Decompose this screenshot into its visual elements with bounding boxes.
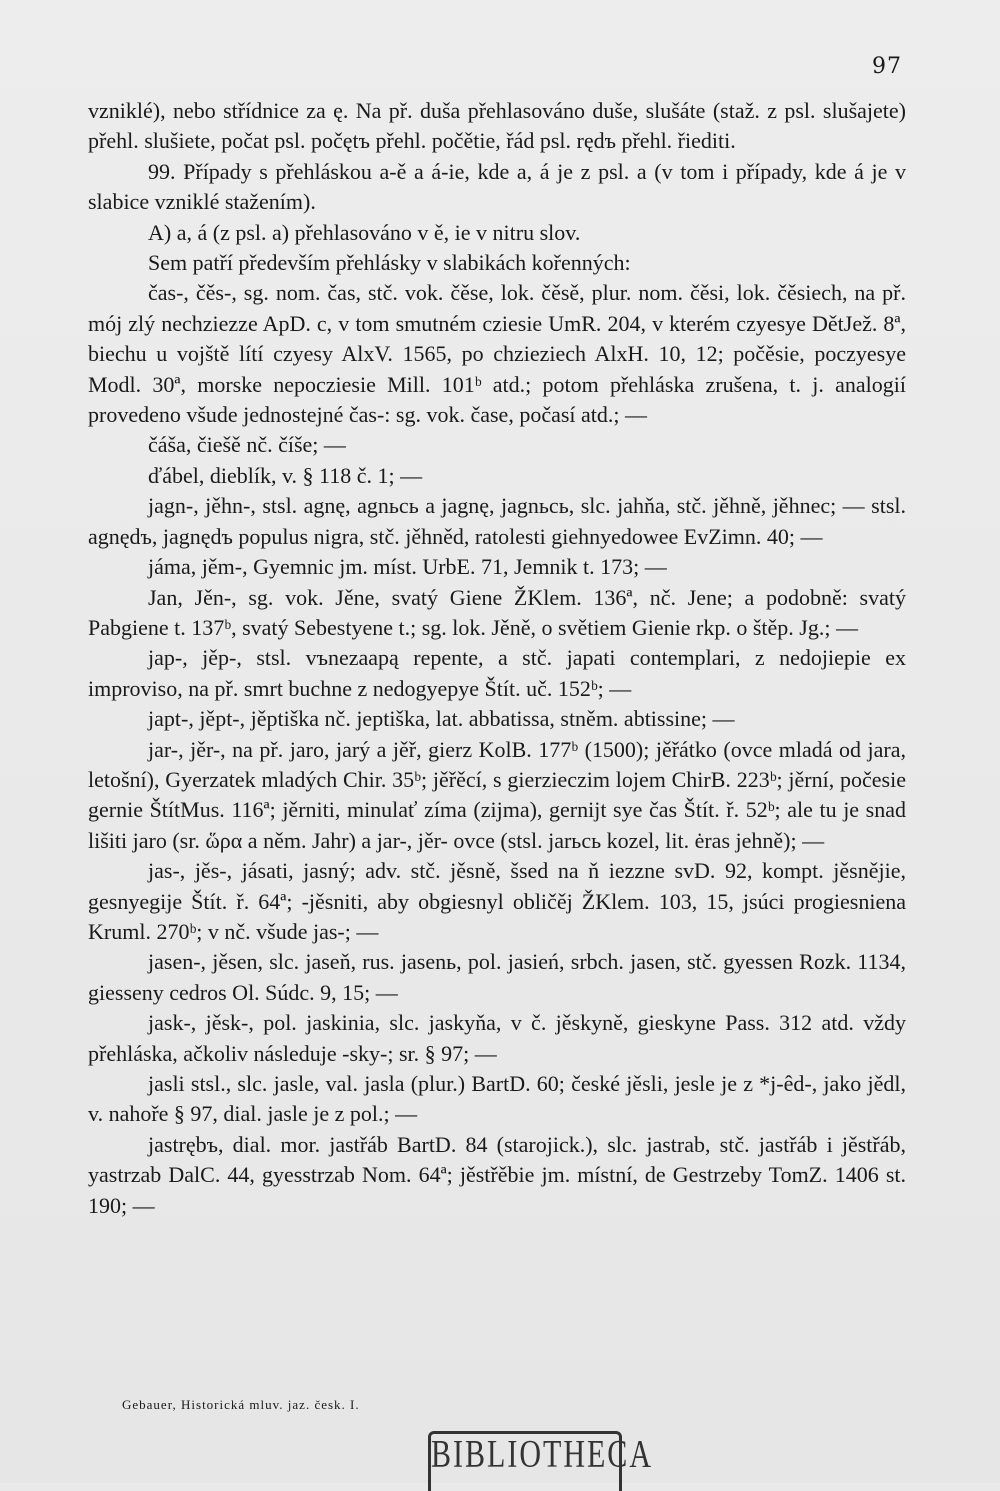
library-stamp [428,1431,653,1491]
paragraph: vzniklé), nebo střídnice za ę. Na př. duša přehlasováno duše, slušáte (staž. z psl. slušajete) přehl. slušiete, počat psl. počętъ přehl. počětie, řád psl. rędъ přehl. řiediti. [88,98,906,154]
entry-paragraph: jask-, jěsk-, pol. jaskinia, slc. jaskyňa, v č. jěskyně, gieskyne Pass. 312 atd. vždy přehláska, ačkoliv následuje -sky-; sr. § 97; — [88,1010,906,1066]
entry-paragraph: ďábel, dieblík, v. § 118 č. 1; — [148,462,423,488]
entry-paragraph: čas-, čěs-, sg. nom. čas, stč. vok. čěse, lok. čěsě, plur. nom. čěsi, lok. čěsiech, na př. mój zlý nechziezze ApD. c, v tom smutném cziesie UmR. 204, v kterém czyesye DětJež. 8ª, biechu u vojště lítí czyesy AlxV. 1565, po chzieziech AlxH. 10, 12; počěsie, poczyesye Modl. 30ª, morske nepocziesie Mill. 101ᵇ atd.; potom přehláska zrušena, t. j. analogií provedeno všude jednostejné čas-: sg. vok. čase, počasí atd.; — [88,280,906,428]
page-number: 97 [872,54,902,79]
entry-paragraph: jar-, jěr-, na př. jaro, jarý a jěř, gierz KolB. 177ᵇ (1500); jěřátko (ovce mladá od jara, letošní), Gyerzatek mladých Chir. 35ᵇ; jěřěcí, s gierzieczim lojem ChirB. 223ᵇ; jěrní, počesie gernie ŠtítMus. 116ª; jěrniti, minulať zíma (zijma), gernijt sye čas Štít. ř. 52ᵇ; ale tu je snad lišiti jaro (sr. ὥρα a něm. Jahr) a jar-, jěr- ovce (stsl. jarьcь kozel, lit. ėras jehně); — [88,736,906,853]
stamp-text: BIBLIOTHECA [431,1432,653,1476]
entry-paragraph: jasen-, jěsen, slc. jaseň, rus. jasenь, pol. jasień, srbch. jasen, stč. gyessen Rozk. 1134, giesseny cedros Ol. Súdc. 9, 15; — [88,949,906,1005]
entry-paragraph: jagn-, jěhn-, stsl. agnę, agnьcь a jagnę, jagnьcь, slc. jahňa, stč. jěhně, jěhnec; — stsl. agnędъ, jagnędъ populus nigra, stč. jěhněd, ratolesti giehnyedowee EvZimn. 40; — [88,493,906,549]
entry-paragraph: jasli stsl., slc. jasle, val. jasla (plur.) BartD. 60; české jěsli, jesle je z *j-êd-, jako jědl, v. nahoře § 97, dial. jasle je z pol.; — [88,1071,906,1127]
entry-paragraph: čáša, čiešě nč. číše; — [148,432,346,458]
entry-paragraph: jastrębъ, dial. mor. jastřáb BartD. 84 (starojick.), slc. jastrab, stč. jastřáb i jěstřáb, yastrzab DalC. 44, gyesstrzab Nom. 64ª; jěstřěbie jm. místní, de Gestrzeby TomZ. 1406 st. 190; — [88,1131,906,1218]
section-heading-paragraph: 99. Případy s přehláskou a-ě a á-ie, kde a, á je z psl. a (v tom i případy, kde á je v slabice vzniklé stažením). [88,158,906,215]
entry-paragraph: jas-, jěs-, jásati, jasný; adv. stč. jěsně, šsed na ň iezzne svD. 92, kompt. jěsnějie, gesnyegije Štít. ř. 64ª; -jěsniti, aby obgiesnyl obličěj ŽKlem. 103, 15, jsúci progiesniena Kruml. 270ᵇ; v nč. všude jas-; — [88,858,906,944]
footer-signature: Gebauer, Historická mluv. jaz. česk. I. [122,1397,360,1412]
entry-paragraph: jáma, jěm-, Gyemnic jm. míst. UrbE. 71, Jemnik t. 173; — [148,554,667,580]
body-text [88,96,906,1221]
subsection-heading: A) a, á (z psl. a) přehlasováno v ě, ie v nitru slov. [148,219,581,245]
entry-paragraph: Jan, Jěn-, sg. vok. Jěne, svatý Giene ŽKlem. 136ª, nč. Jene; a podobně: svatý Pabgiene t. 137ᵇ, svatý Sebestyene t.; sg. lok. Jěně, o světiem Gienie rkp. o štěp. Jg.; — [88,584,906,640]
entry-paragraph: japt-, jěpt-, jěptiška nč. jeptiška, lat. abbatissa, stněm. abtissine; — [148,706,735,732]
paragraph: Sem patří především přehlásky v slabikách kořenných: [148,250,631,276]
entry-paragraph: jap-, jěp-, stsl. vъnezaapą repente, a stč. japati contemplari, z nedojiepie ex improviso, na př. smrt buchne z nedogyepye Štít. uč. 152ᵇ; — [88,645,906,701]
